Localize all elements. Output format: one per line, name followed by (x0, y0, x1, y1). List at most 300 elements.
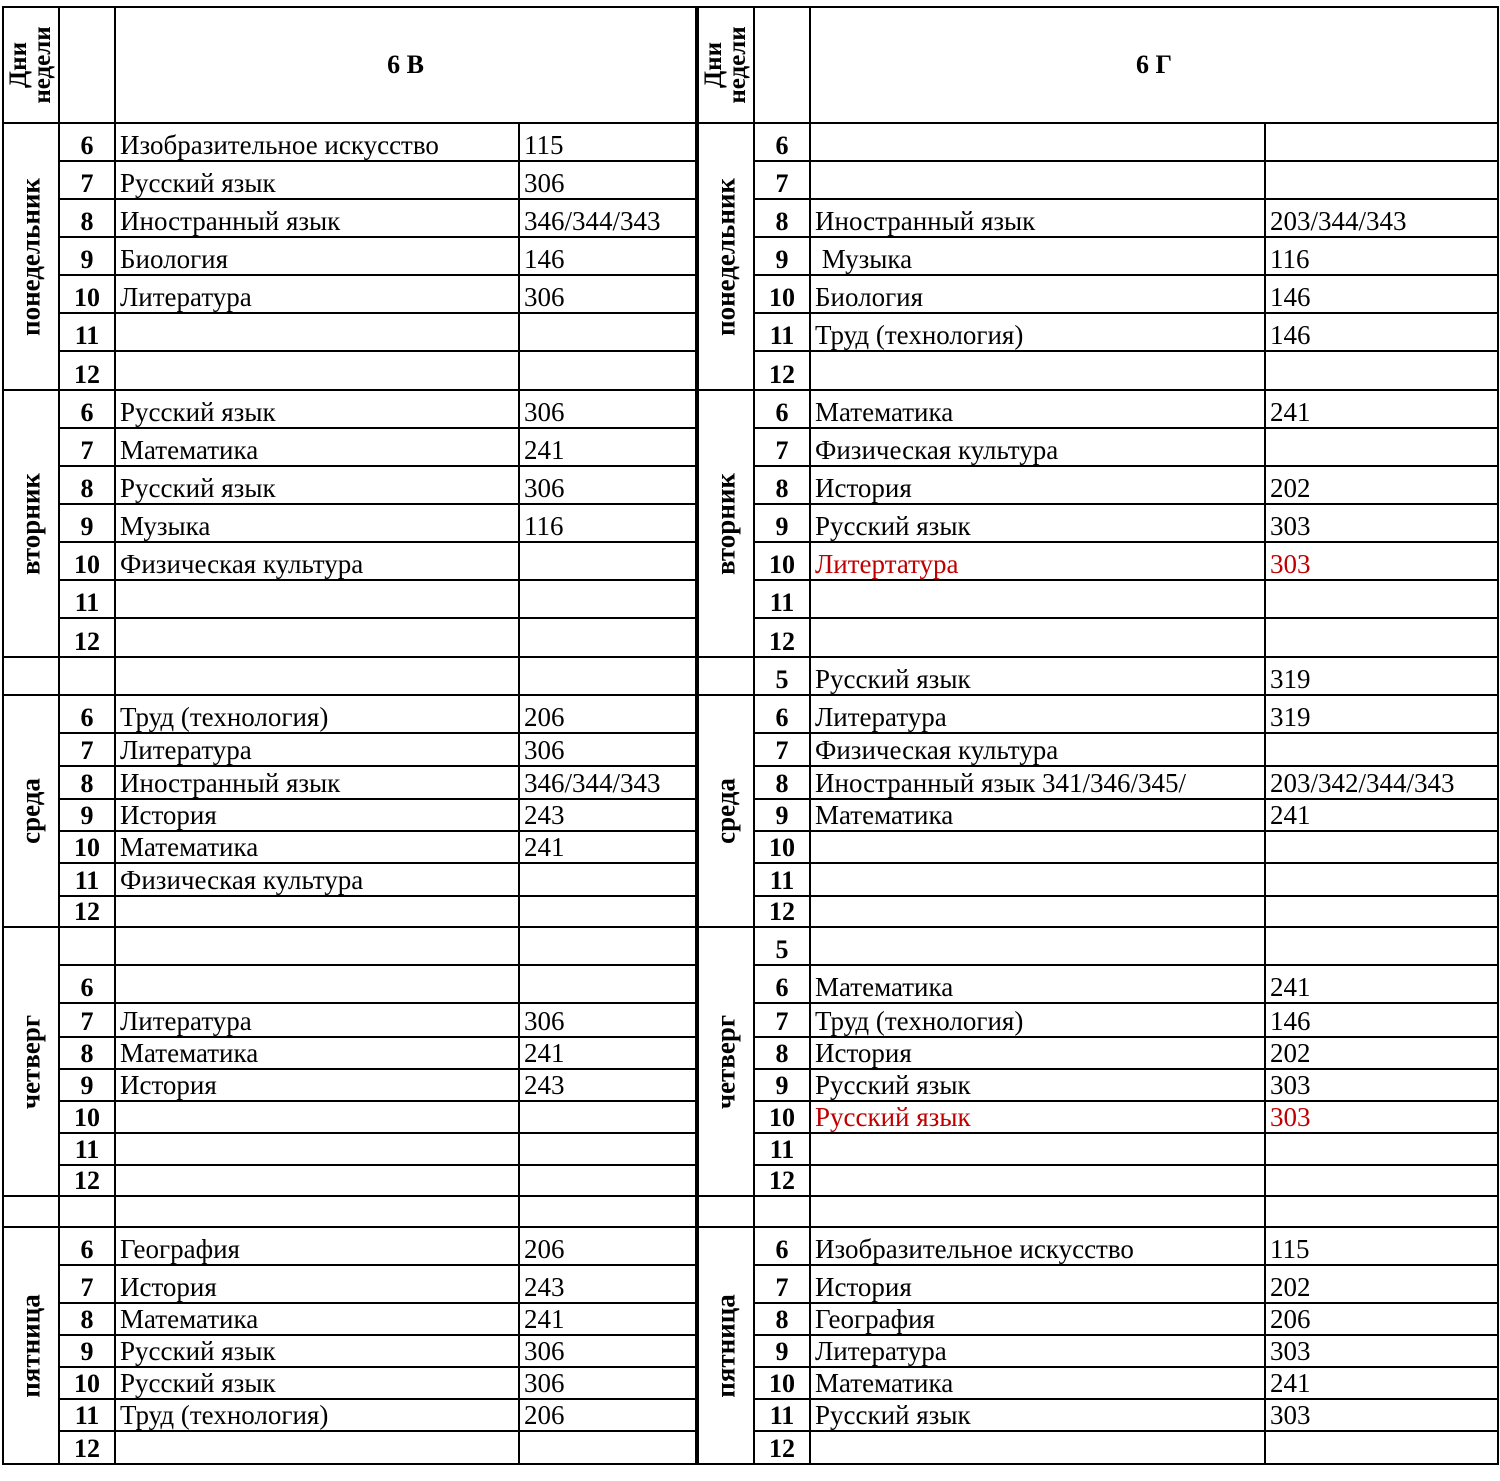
subject-cell: Музыка (115, 504, 519, 542)
room-cell: 306 (519, 1335, 696, 1367)
subject-cell: История (115, 799, 519, 831)
days-label-line1: Дни (700, 42, 727, 89)
table-row (698, 1265, 1498, 1303)
room-cell (519, 351, 696, 390)
room-cell (519, 965, 696, 1003)
lesson-number: 7 (754, 161, 810, 199)
header-row (3, 7, 696, 123)
lesson-number: 12 (754, 1165, 810, 1196)
day-name: четверг (15, 1014, 46, 1109)
subject-cell (115, 927, 519, 965)
table-row (3, 1037, 696, 1069)
table-row (3, 199, 696, 237)
lesson-number: 6 (754, 1227, 810, 1265)
lesson-number: 11 (59, 313, 115, 351)
subject-cell (810, 896, 1265, 927)
lesson-number: 10 (754, 1367, 810, 1399)
room-cell: 241 (519, 428, 696, 466)
table-row (698, 657, 1498, 695)
lesson-number: 11 (59, 580, 115, 618)
lesson-number: 12 (59, 1431, 115, 1464)
table-row (698, 965, 1498, 1003)
lesson-number: 8 (59, 466, 115, 504)
table-row (698, 1367, 1498, 1399)
room-cell: 306 (519, 733, 696, 766)
lesson-number: 12 (754, 896, 810, 927)
subject-cell: Математика (810, 390, 1265, 428)
lesson-number: 9 (59, 504, 115, 542)
subject-cell: Иностранный язык (115, 766, 519, 799)
day-cell (698, 1196, 754, 1227)
table-row (698, 504, 1498, 542)
table-row (698, 733, 1498, 766)
table-row (3, 733, 696, 766)
room-cell (1265, 618, 1498, 657)
days-label-line2: недели (724, 26, 751, 104)
table-row (698, 1335, 1498, 1367)
table-row (698, 695, 1498, 733)
lesson-number: 12 (59, 896, 115, 927)
subject-cell (810, 863, 1265, 896)
lesson-number: 6 (59, 390, 115, 428)
table-row (698, 1165, 1498, 1196)
subject-cell: Труд (технология) (115, 695, 519, 733)
table-row (3, 275, 696, 313)
room-cell: 303 (1265, 1101, 1498, 1133)
room-cell: 346/344/343 (519, 199, 696, 237)
lesson-number: 5 (754, 927, 810, 965)
room-cell (519, 896, 696, 927)
lesson-number: 8 (754, 1303, 810, 1335)
lesson-number: 6 (754, 123, 810, 161)
table-row (3, 161, 696, 199)
table-row (698, 766, 1498, 799)
table-row (698, 831, 1498, 863)
room-cell: 146 (519, 237, 696, 275)
table-row (3, 1335, 696, 1367)
subject-cell: Литература (115, 733, 519, 766)
lesson-number (59, 657, 115, 695)
day-name: среда (710, 778, 741, 844)
room-cell: 243 (519, 1265, 696, 1303)
lesson-number: 12 (754, 351, 810, 390)
table-row (698, 123, 1498, 161)
subject-cell: География (115, 1227, 519, 1265)
lesson-number: 12 (59, 1165, 115, 1196)
table-row (3, 542, 696, 580)
table-row (698, 542, 1498, 580)
subject-cell (810, 351, 1265, 390)
lesson-number: 8 (59, 199, 115, 237)
lesson-number: 9 (754, 1069, 810, 1101)
lesson-number: 11 (754, 580, 810, 618)
table-row (3, 390, 696, 428)
table-row (698, 1133, 1498, 1165)
table-row (698, 1101, 1498, 1133)
lesson-number: 11 (754, 863, 810, 896)
lesson-number: 11 (59, 1399, 115, 1431)
subject-cell (810, 1165, 1265, 1196)
day-cell (3, 657, 59, 695)
schedule-table (697, 6, 1499, 1465)
lesson-number: 9 (754, 1335, 810, 1367)
room-cell: 203/344/343 (1265, 199, 1498, 237)
table-row (3, 799, 696, 831)
lesson-number-header (59, 7, 115, 123)
table-row (3, 123, 696, 161)
subject-cell (810, 1431, 1265, 1464)
room-cell: 346/344/343 (519, 766, 696, 799)
lesson-number: 7 (754, 1003, 810, 1037)
class-title: 6 Г (810, 7, 1498, 123)
room-cell: 241 (519, 1303, 696, 1335)
table-row (3, 863, 696, 896)
lesson-number: 12 (754, 618, 810, 657)
lesson-number: 9 (754, 799, 810, 831)
room-cell (519, 1431, 696, 1464)
subject-cell (115, 1133, 519, 1165)
lesson-number: 6 (59, 1227, 115, 1265)
days-of-week-header (3, 7, 59, 123)
day-name: четверг (710, 1014, 741, 1109)
subject-cell (810, 831, 1265, 863)
room-cell: 115 (1265, 1227, 1498, 1265)
room-cell (519, 618, 696, 657)
table-row (3, 896, 696, 927)
room-cell: 206 (519, 1399, 696, 1431)
table-row (3, 695, 696, 733)
day-cell (3, 1196, 59, 1227)
table-row (3, 504, 696, 542)
lesson-number: 9 (59, 799, 115, 831)
table-row (698, 618, 1498, 657)
table-row (3, 580, 696, 618)
room-cell: 241 (1265, 1367, 1498, 1399)
lesson-number: 6 (754, 390, 810, 428)
day-name: вторник (15, 472, 46, 575)
subject-cell: Математика (810, 965, 1265, 1003)
room-cell (1265, 123, 1498, 161)
day-cell (3, 123, 59, 390)
lesson-number (754, 1196, 810, 1227)
table-row (698, 161, 1498, 199)
subject-cell: Русский язык (810, 1101, 1265, 1133)
room-cell: 115 (519, 123, 696, 161)
table-row (3, 1003, 696, 1037)
room-cell: 241 (1265, 965, 1498, 1003)
room-cell (1265, 927, 1498, 965)
subject-cell: Иностранный язык (115, 199, 519, 237)
lesson-number: 8 (754, 1037, 810, 1069)
table-row (698, 896, 1498, 927)
room-cell (1265, 1196, 1498, 1227)
table-row (3, 1165, 696, 1196)
room-cell: 202 (1265, 1037, 1498, 1069)
day-cell (698, 123, 754, 390)
subject-cell: История (810, 1037, 1265, 1069)
room-cell: 241 (519, 831, 696, 863)
subject-cell: Физическая культура (115, 863, 519, 896)
subject-cell (810, 580, 1265, 618)
room-cell: 306 (519, 466, 696, 504)
table-row (698, 1069, 1498, 1101)
table-row (3, 1399, 696, 1431)
table-row (698, 237, 1498, 275)
day-cell (698, 1227, 754, 1464)
lesson-number: 10 (754, 831, 810, 863)
room-cell: 203/342/344/343 (1265, 766, 1498, 799)
subject-cell: История (115, 1265, 519, 1303)
room-cell (519, 927, 696, 965)
lesson-number: 9 (59, 1335, 115, 1367)
table-row (698, 466, 1498, 504)
lesson-number (59, 927, 115, 965)
subject-cell: Биология (115, 237, 519, 275)
lesson-number: 9 (59, 237, 115, 275)
subject-cell: Литература (810, 1335, 1265, 1367)
room-cell: 303 (1265, 1399, 1498, 1431)
day-cell (3, 1227, 59, 1464)
lesson-number: 7 (59, 1003, 115, 1037)
table-row (698, 199, 1498, 237)
lesson-number: 7 (59, 161, 115, 199)
room-cell: 243 (519, 799, 696, 831)
room-cell: 306 (519, 1367, 696, 1399)
table-row (698, 1227, 1498, 1265)
table-row (3, 766, 696, 799)
day-cell (3, 390, 59, 657)
room-cell: 243 (519, 1069, 696, 1101)
table-row (698, 1003, 1498, 1037)
lesson-number: 9 (59, 1069, 115, 1101)
subject-cell: Литература (115, 1003, 519, 1037)
room-cell (1265, 1431, 1498, 1464)
table-row (3, 927, 696, 965)
day-name: вторник (710, 472, 741, 575)
room-cell (1265, 351, 1498, 390)
room-cell (519, 580, 696, 618)
lesson-number: 10 (754, 542, 810, 580)
subject-cell: Физическая культура (810, 428, 1265, 466)
subject-cell: Труд (технология) (810, 1003, 1265, 1037)
subject-cell: Физическая культура (115, 542, 519, 580)
room-cell: 303 (1265, 1069, 1498, 1101)
lesson-number: 9 (754, 237, 810, 275)
room-cell: 206 (519, 1227, 696, 1265)
subject-cell: Музыка (810, 237, 1265, 275)
subject-cell: Математика (115, 1037, 519, 1069)
room-cell: 241 (519, 1037, 696, 1069)
room-cell (1265, 896, 1498, 927)
subject-cell: Труд (технология) (115, 1399, 519, 1431)
lesson-number: 6 (754, 965, 810, 1003)
subject-cell (115, 313, 519, 351)
subject-cell: Биология (810, 275, 1265, 313)
room-cell: 241 (1265, 799, 1498, 831)
day-cell (698, 657, 754, 695)
room-cell: 146 (1265, 313, 1498, 351)
subject-cell: Изобразительное искусство (810, 1227, 1265, 1265)
days-label-line1: Дни (5, 42, 32, 89)
subject-cell (115, 1101, 519, 1133)
room-cell: 319 (1265, 695, 1498, 733)
table-row (3, 1265, 696, 1303)
lesson-number: 8 (754, 466, 810, 504)
table-row (3, 428, 696, 466)
room-cell (1265, 1165, 1498, 1196)
room-cell (519, 1133, 696, 1165)
table-row (698, 1037, 1498, 1069)
lesson-number: 6 (754, 695, 810, 733)
subject-cell (115, 618, 519, 657)
room-cell: 202 (1265, 466, 1498, 504)
lesson-number: 7 (754, 1265, 810, 1303)
day-name: пятница (15, 1293, 46, 1398)
schedule-table (2, 6, 697, 1465)
room-cell: 116 (1265, 237, 1498, 275)
table-row (3, 657, 696, 695)
room-cell: 303 (1265, 504, 1498, 542)
lesson-number (59, 1196, 115, 1227)
table-row (698, 1303, 1498, 1335)
subject-cell: Русский язык (115, 1335, 519, 1367)
subject-cell: Русский язык (115, 390, 519, 428)
lesson-number: 6 (59, 965, 115, 1003)
lesson-number: 7 (59, 1265, 115, 1303)
subject-cell (115, 351, 519, 390)
subject-cell: Математика (810, 799, 1265, 831)
room-cell: 116 (519, 504, 696, 542)
room-cell (519, 657, 696, 695)
lesson-number: 12 (59, 618, 115, 657)
subject-cell: Русский язык (810, 657, 1265, 695)
days-label-line2: недели (29, 26, 56, 104)
lesson-number: 10 (59, 831, 115, 863)
room-cell: 306 (519, 390, 696, 428)
lesson-number: 7 (754, 733, 810, 766)
subject-cell: География (810, 1303, 1265, 1335)
subject-cell: Русский язык (810, 504, 1265, 542)
subject-cell (115, 1196, 519, 1227)
table-row (698, 799, 1498, 831)
table-row (3, 466, 696, 504)
room-cell (519, 1101, 696, 1133)
table-row (3, 965, 696, 1003)
room-cell (519, 1196, 696, 1227)
lesson-number: 8 (59, 1037, 115, 1069)
subject-cell (810, 927, 1265, 965)
room-cell: 202 (1265, 1265, 1498, 1303)
subject-cell (810, 161, 1265, 199)
days-of-week-label (702, 26, 750, 103)
room-cell: 206 (1265, 1303, 1498, 1335)
room-cell: 146 (1265, 275, 1498, 313)
subject-cell: Математика (115, 1303, 519, 1335)
subject-cell (810, 1196, 1265, 1227)
table-row (3, 1303, 696, 1335)
room-cell (519, 313, 696, 351)
table-row (698, 428, 1498, 466)
subject-cell: Изобразительное искусство (115, 123, 519, 161)
room-cell: 306 (519, 161, 696, 199)
lesson-number: 9 (754, 504, 810, 542)
room-cell (1265, 428, 1498, 466)
table-row (3, 351, 696, 390)
lesson-number: 12 (59, 351, 115, 390)
table-row (698, 1399, 1498, 1431)
room-cell: 146 (1265, 1003, 1498, 1037)
subject-cell (115, 657, 519, 695)
table-row (3, 831, 696, 863)
room-cell (1265, 161, 1498, 199)
subject-cell: Литература (115, 275, 519, 313)
lesson-number: 7 (59, 733, 115, 766)
day-name: понедельник (15, 177, 46, 336)
lesson-number: 12 (754, 1431, 810, 1464)
day-cell (3, 927, 59, 1196)
lesson-number: 8 (754, 199, 810, 237)
room-cell: 306 (519, 275, 696, 313)
lesson-number: 5 (754, 657, 810, 695)
subject-cell: История (115, 1069, 519, 1101)
lesson-number: 8 (59, 1303, 115, 1335)
table-row (3, 1133, 696, 1165)
room-cell (519, 542, 696, 580)
days-of-week-label (7, 26, 55, 103)
subject-cell: Иностранный язык (810, 199, 1265, 237)
day-cell (698, 927, 754, 1196)
subject-cell: Математика (115, 428, 519, 466)
header-row (698, 7, 1498, 123)
subject-cell (115, 965, 519, 1003)
lesson-number: 6 (59, 695, 115, 733)
subject-cell: Математика (115, 831, 519, 863)
subject-cell (115, 580, 519, 618)
day-name: понедельник (710, 177, 741, 336)
room-cell (1265, 831, 1498, 863)
room-cell: 306 (519, 1003, 696, 1037)
table-row (3, 1101, 696, 1133)
room-cell (519, 863, 696, 896)
subject-cell: Литература (810, 695, 1265, 733)
lesson-number: 10 (754, 1101, 810, 1133)
day-name: среда (15, 778, 46, 844)
table-row (3, 1431, 696, 1464)
room-cell (1265, 863, 1498, 896)
subject-cell: Литертатура (810, 542, 1265, 580)
day-cell (698, 390, 754, 657)
lesson-number: 8 (754, 766, 810, 799)
table-row (698, 351, 1498, 390)
subject-cell (810, 1133, 1265, 1165)
lesson-number: 10 (59, 1367, 115, 1399)
table-row (3, 1367, 696, 1399)
table-row (698, 275, 1498, 313)
lesson-number: 8 (59, 766, 115, 799)
subject-cell: Математика (810, 1367, 1265, 1399)
day-cell (3, 695, 59, 927)
room-cell (519, 1165, 696, 1196)
subject-cell: История (810, 1265, 1265, 1303)
subject-cell: История (810, 466, 1265, 504)
table-row (698, 1196, 1498, 1227)
table-row (3, 618, 696, 657)
subject-cell: Русский язык (115, 161, 519, 199)
lesson-number: 10 (754, 275, 810, 313)
class-title: 6 В (115, 7, 696, 123)
subject-cell (115, 1165, 519, 1196)
room-cell: 319 (1265, 657, 1498, 695)
